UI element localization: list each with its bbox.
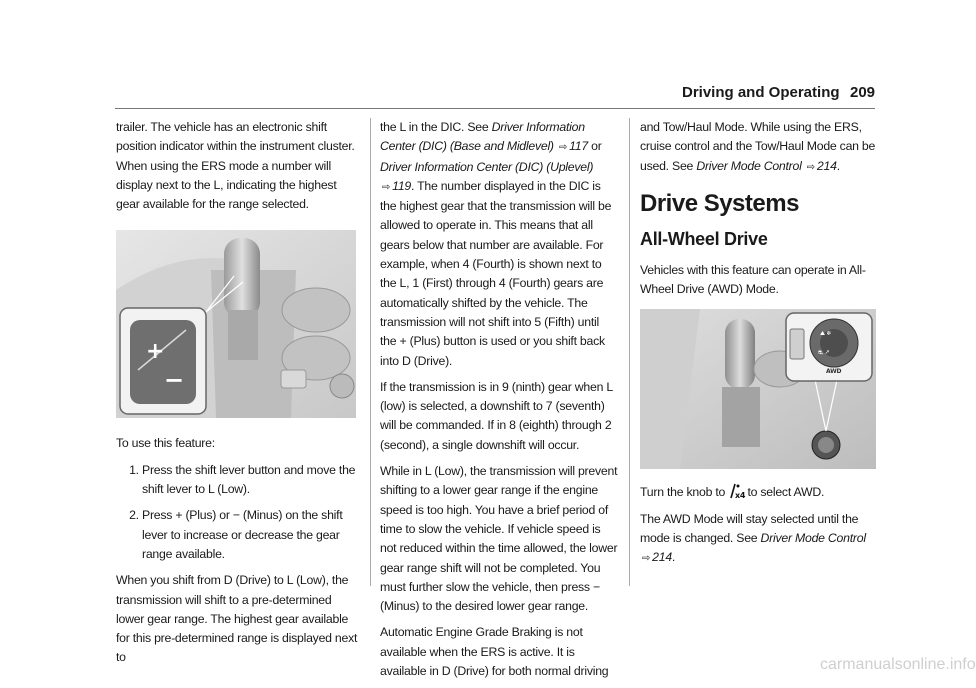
text: The AWD Mode will stay selected until the mode is changed. See (640, 511, 859, 546)
section-title: Driving and Operating (682, 84, 840, 101)
paragraph: Automatic Engine Grade Braking is not available when the ERS is active. It is available in D (Drive) for both normal driving (380, 625, 609, 679)
paragraph: trailer. The vehicle has an electronic shift position indicator within the instrument cluster. When using the ERS mode a number will display next to the L, indicating the highest gear available for the range selected. (116, 120, 355, 212)
cross-reference-link[interactable]: Driver Mode Control (696, 158, 802, 173)
column-middle (380, 118, 618, 688)
list-item: 2. Press + (Plus) or − (Minus) on the shift lever to increase or decrease the gear range available. (142, 506, 360, 564)
paragraph: and Tow/Haul Mode. While using the ERS, cruise control and the Tow/Haul Mode can be used. See Driver Mode Control ⇨ 214. (640, 120, 876, 173)
page-reference-link[interactable]: 214 (652, 550, 672, 565)
shift-lever-drawing (116, 230, 356, 418)
text: the L in the DIC. See (380, 120, 489, 134)
text: and Tow/Haul Mode. While using the ERS, cruise control and the Tow/Haul Mode can be used. See (640, 120, 876, 173)
steps-list (116, 461, 360, 564)
awd-knob-drawing (640, 309, 876, 469)
column-divider (629, 118, 630, 586)
paragraph (380, 118, 618, 371)
page-reference-link[interactable]: 214 (816, 158, 837, 173)
cross-reference-link[interactable]: Driver Mode Control (760, 531, 866, 546)
svg-text:⛐ ↗: ⛐ ↗ (818, 349, 830, 357)
awd-knob-illustration (640, 309, 876, 469)
subsection-heading: All-Wheel Drive (640, 228, 768, 249)
column-right (640, 118, 876, 576)
column-left (116, 118, 360, 675)
page-reference-link[interactable]: 117 (569, 139, 588, 154)
column-divider (370, 118, 371, 586)
paragraph: To use this feature: (116, 436, 215, 451)
page-arrow-icon: ⇨ (382, 181, 391, 193)
page-reference-link[interactable]: 119 (392, 178, 411, 193)
paragraph: When you shift from D (Drive) to L (Low), the transmission will shift to a pre-determined lower gear range. The highest gear available for this pre-determined range is displayed next to (116, 573, 358, 665)
paragraph: While in L (Low), the transmission will prevent shifting to a lower gear range if the engine speed is too high. You have a brief period of time to slow the vehicle. If vehicle speed is not reduced within the time allowed, the lower gear range shift will not be completed. You must further slow the vehicle, then press − (Minus) to the desired lower gear range. (380, 464, 618, 614)
page-arrow-icon: ⇨ (558, 142, 568, 154)
paragraph (640, 483, 876, 502)
watermark: carmanualsonline.info (820, 656, 976, 673)
page-arrow-icon: ⇨ (806, 161, 815, 173)
section-heading: Drive Systems (640, 189, 799, 217)
svg-text:⛰ ❄: ⛰ ❄ (820, 330, 832, 338)
text: or (591, 139, 602, 154)
header-divider (115, 108, 875, 109)
cross-reference-link[interactable]: Driver Information Center (DIC) (Uplevel) (380, 159, 594, 174)
svg-text:−: − (164, 366, 184, 395)
page-arrow-icon: ⇨ (642, 553, 651, 565)
cross-reference-link[interactable]: Driver Information Center (DIC) (Base and Midlevel) (380, 120, 585, 154)
svg-text:+: + (146, 339, 165, 365)
text: to select AWD. (747, 485, 825, 500)
text: Turn the knob to (640, 485, 726, 500)
page-number: 209 (850, 84, 876, 101)
paragraph: Vehicles with this feature can operate in All-Wheel Drive (AWD) Mode. (640, 262, 866, 297)
page-header (0, 82, 960, 112)
shift-lever-illustration (116, 230, 356, 418)
text: . The number displayed in the DIC is the highest gear that the transmission will be allowed to operate in. This means that all gears below that number are available. For example, when 4 (Fourth) is shown next to the L, 1 (First) through 4 (Fourth) gears are automatically shifted by the vehicle. The transmission will not shift into 5 (Fifth) until the + (Plus) button is used or you shift back into D (Drive). (380, 178, 612, 368)
list-item: 1. Press the shift lever button and move the shift lever to L (Low). (142, 461, 360, 500)
knob-label: AWD (826, 368, 842, 376)
paragraph: The AWD Mode will stay selected until the mode is changed. See Driver Mode Control ⇨ 214. (640, 511, 866, 565)
awd-mode-icon (728, 483, 744, 499)
paragraph: If the transmission is in 9 (ninth) gear when L (low) is selected, a downshift to 7 (seventh) will be commanded. If in 8 (eighth) through 2 (second), a single downshift will occur. (380, 379, 613, 452)
svg-text:x4: x4 (735, 491, 746, 501)
